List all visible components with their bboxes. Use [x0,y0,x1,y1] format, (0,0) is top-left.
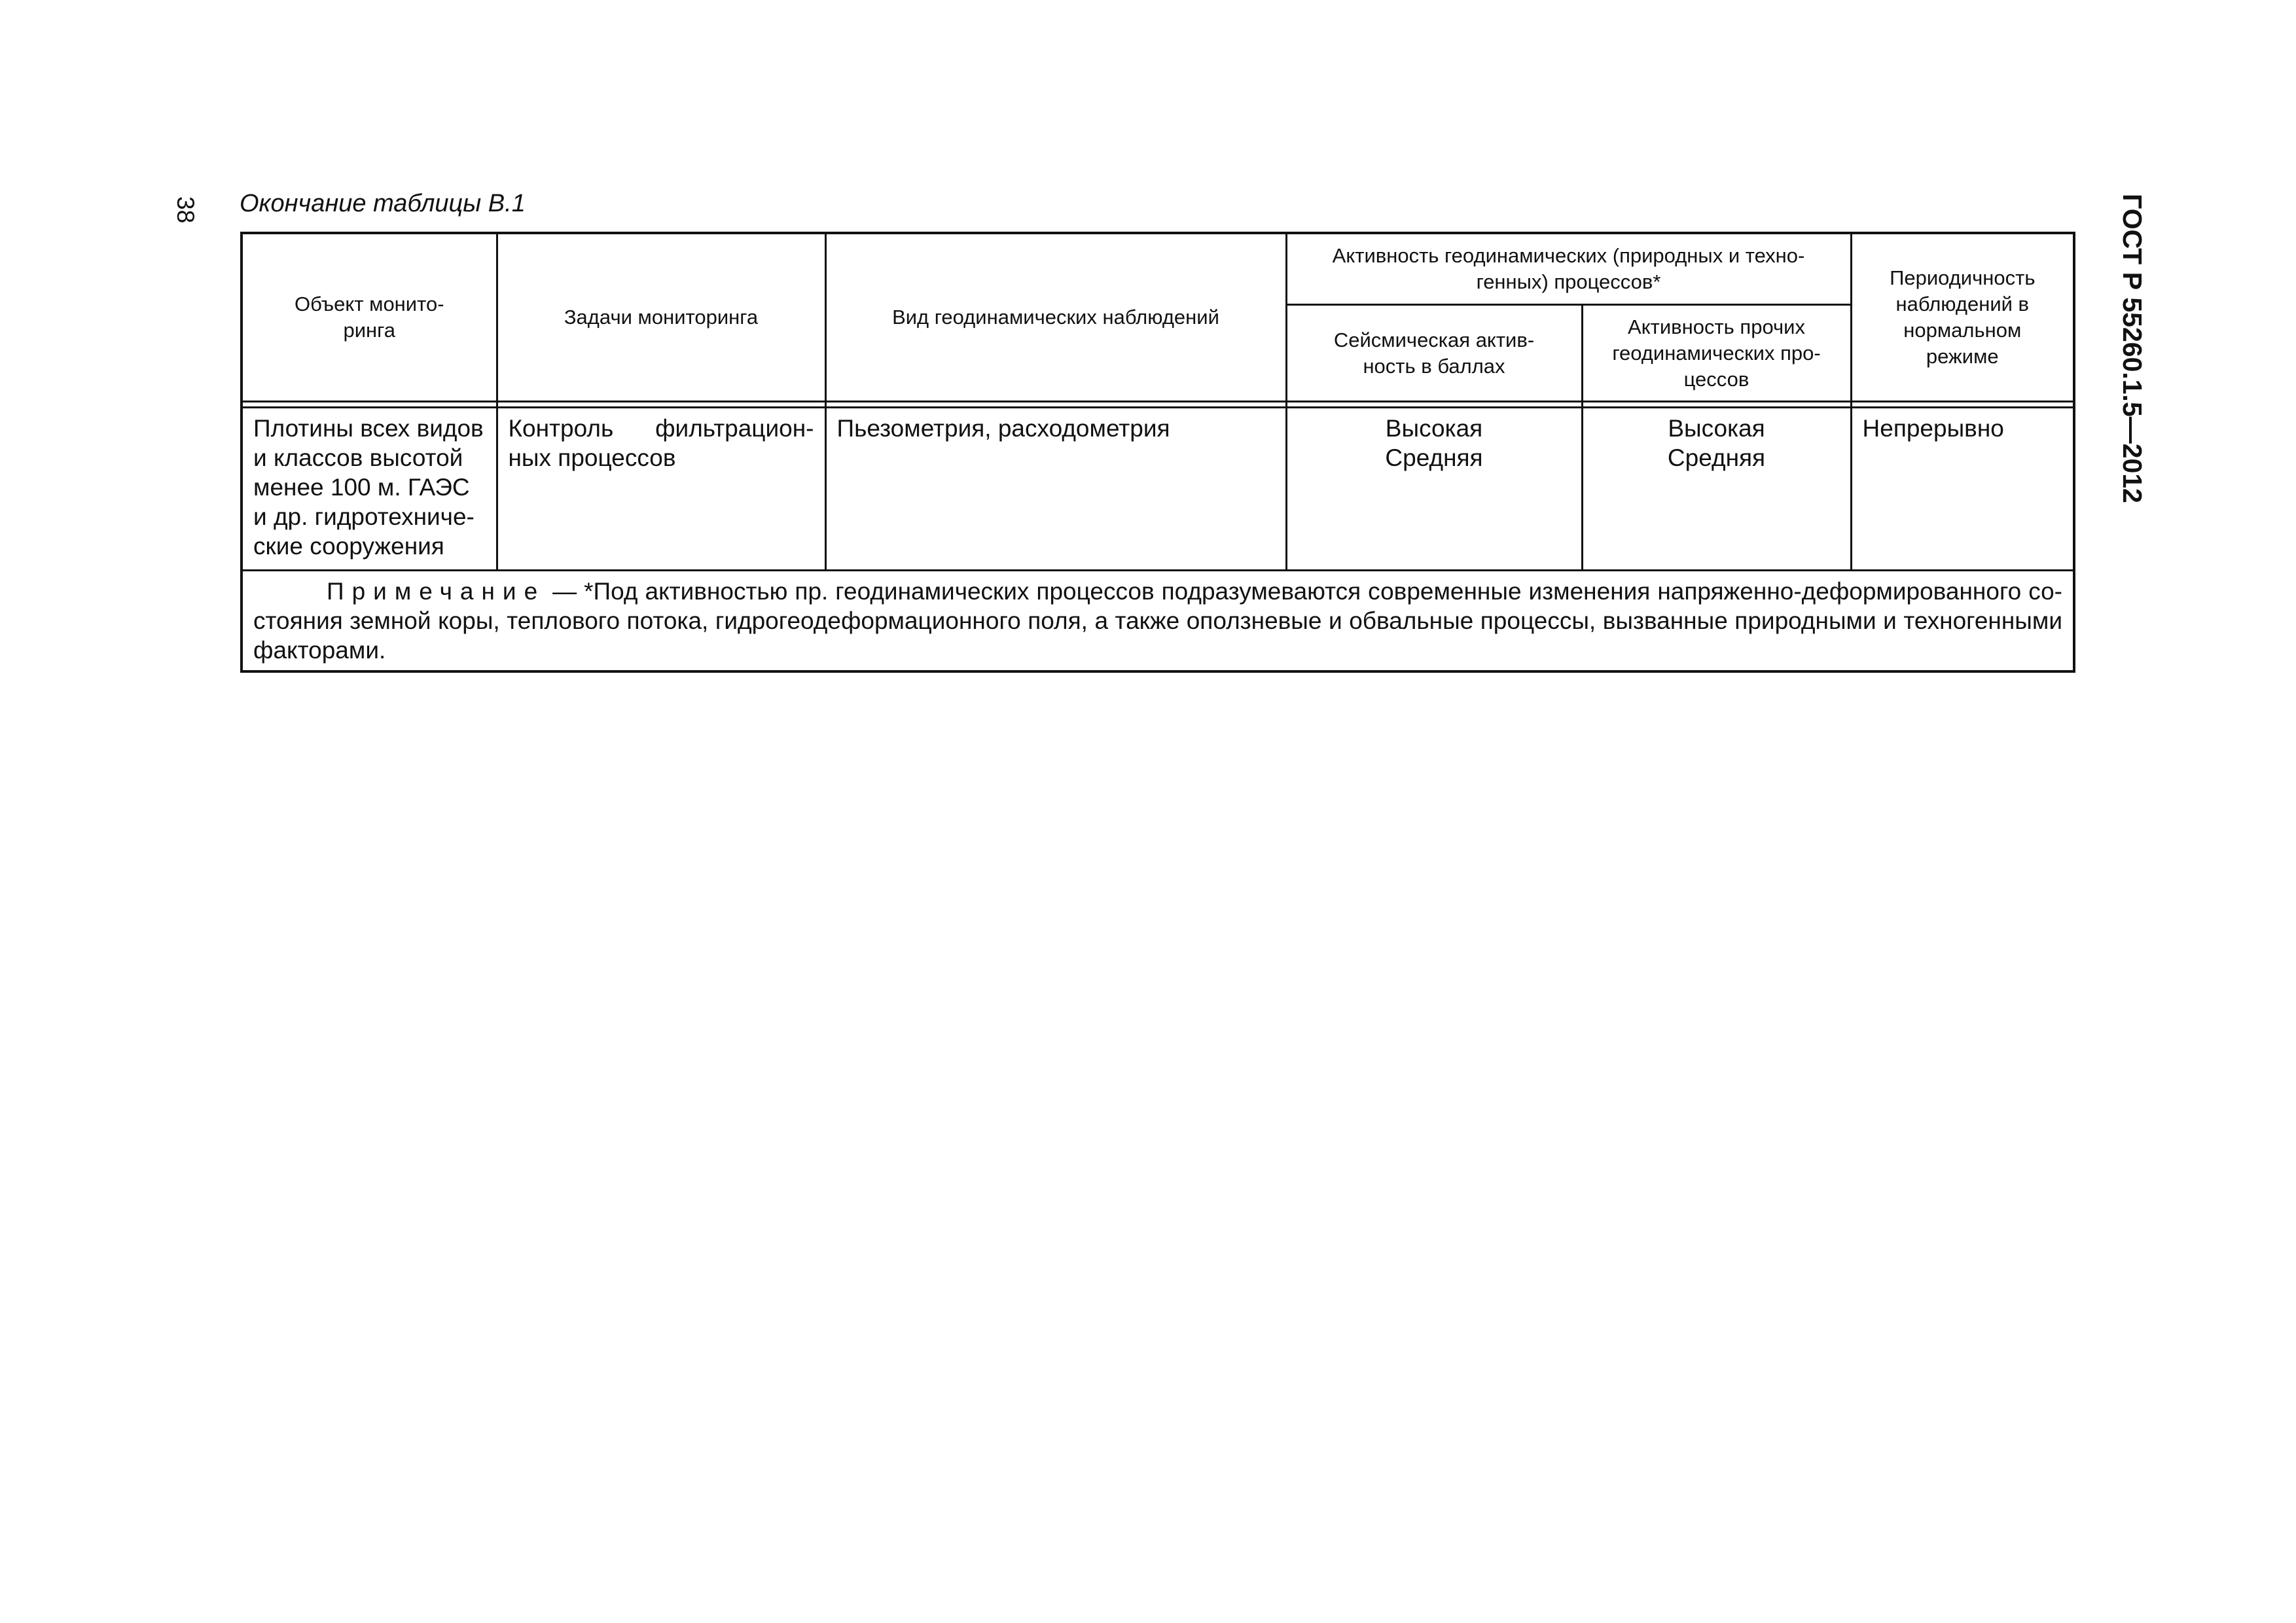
header-observation-type: Вид геодинамических наблюдений [825,233,1286,402]
header-activity-group: Активность геодинамических (природных и техно- генных) процессов* [1286,233,1851,305]
cell-seismic-activity: Высокая Средняя [1286,408,1582,571]
header-periodicity: Периодичность наблюдений в нормальном режиме [1851,233,2074,402]
cell-observation-type: Пьезометрия, расходометрия [825,408,1286,571]
cell-tasks: Контроль фильтрацион- ных процессов [497,408,825,571]
note-label: Примечание [327,578,546,605]
cell-other-activity: Высокая Средняя [1582,408,1851,571]
note-row [242,571,2074,672]
table-note [242,571,2074,672]
table-header-row [242,233,2074,305]
note-text-line-2: стояния земной коры, теплового потока, гидрогеодеформационного поля, а также оползневые и обвальные процессы, вызванные природными и техногенными [253,607,2063,634]
table-caption: Окончание таблицы В.1 [240,190,526,217]
table-row [242,408,2074,571]
header-tasks: Задачи мониторинга [497,233,825,402]
header-seismic-activity: Сейсмическая актив- ность в баллах [1286,305,1582,402]
note-text-line-1: — *Под активностью пр. геодинамических процессов подразумеваются современные изменения напряженно-деформированного со- [545,578,2063,605]
note-text-line-3: факторами. [253,637,386,664]
header-object: Объект монито- ринга [242,233,497,402]
document-code: ГОСТ Р 55260.1.5—2012 [2117,194,2147,503]
header-other-activity: Активность прочих геодинамических про- цессов [1582,305,1851,402]
header-separator [242,402,2074,408]
cell-object: Плотины всех видов и классов высотой менее 100 м. ГАЭС и др. гидротехниче- ские сооружения [242,408,497,571]
monitoring-table [240,232,2075,673]
cell-periodicity: Непрерывно [1851,408,2074,571]
page-number: 38 [172,196,199,224]
